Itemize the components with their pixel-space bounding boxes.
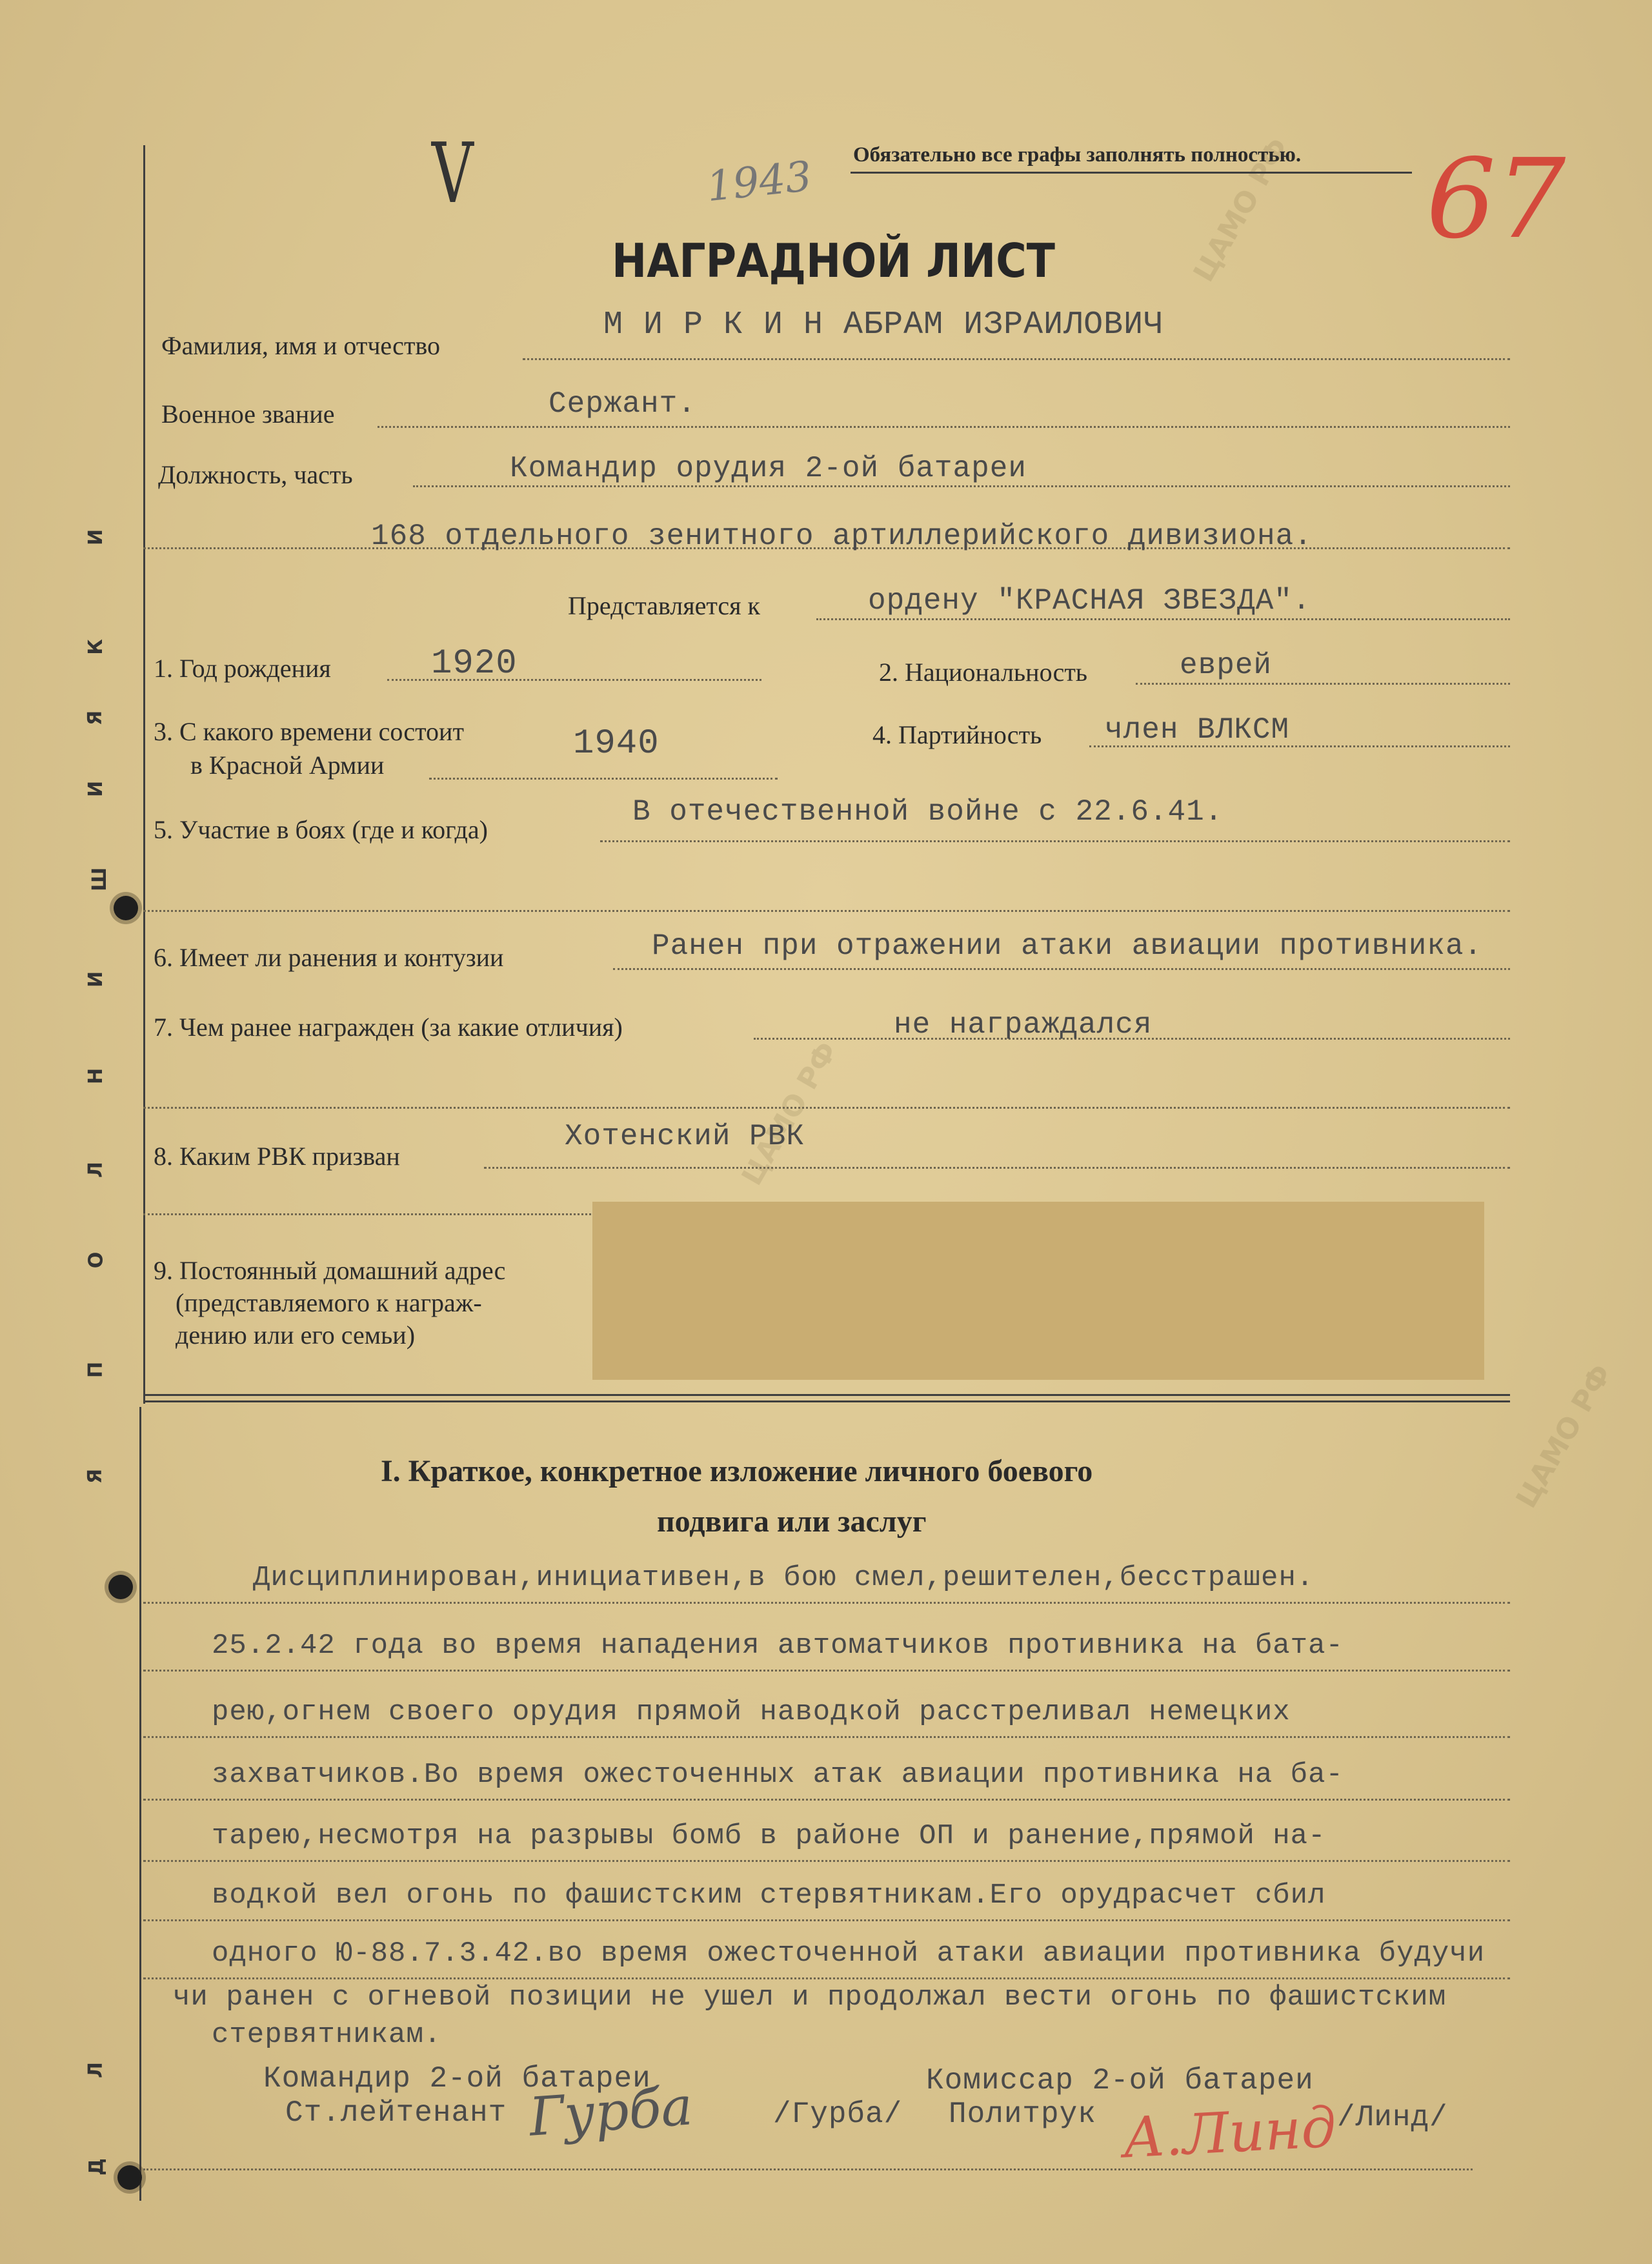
document-title: НАГРАДНОЙ ЛИСТ (612, 234, 1055, 288)
battles-label: 5. Участие в боях (где и когда) (154, 815, 488, 844)
nationality-dotline (1136, 683, 1510, 685)
binding-hole (108, 1575, 133, 1599)
since-label-line2: в Красной Армии (190, 751, 385, 780)
since-value: 1940 (573, 724, 660, 763)
body-line: стервятникам. (212, 2019, 442, 2051)
body-line-dotline (143, 1799, 1510, 1801)
note-underline (851, 172, 1412, 174)
right-signer-name: /Линд/ (1337, 2101, 1448, 2134)
body-line-dotline (143, 1919, 1510, 1921)
side-letter: И (85, 971, 108, 988)
since-label-line1: 3. С какого времени состоит (154, 717, 464, 746)
body-line: Дисциплинирован,инициативен,в бою смел,решителен,бесстрашен. (253, 1562, 1315, 1594)
name-value: М И Р К И Н АБРАМ ИЗРАИЛОВИЧ (603, 307, 1164, 343)
side-letter: П (85, 1361, 108, 1379)
party-label: 4. Партийность (872, 720, 1042, 749)
nationality-value: еврей (1180, 649, 1273, 682)
party-value: член ВЛКСМ (1105, 713, 1290, 747)
side-letter: И (85, 529, 108, 546)
body-line-dotline (143, 1860, 1510, 1862)
body-line: тарею,несмотря на разрывы бомб в районе ОП и ранение,прямой на- (212, 1820, 1326, 1852)
handwritten-year: 1943 (704, 152, 814, 212)
binding-hole (114, 896, 138, 920)
award-dotline (816, 618, 1510, 620)
body-line: чи ранен с огневой позиции не ушел и продолжал вести огонь по фашистским (173, 1981, 1447, 2014)
wounds-label: 6. Имеет ли ранения и контузии (154, 943, 504, 972)
left-signer-rank: Ст.лейтенант (285, 2096, 507, 2130)
birth-year-label: 1. Год рождения (154, 654, 331, 683)
section-heading-line1: I. Краткое, конкретное изложение личного боевого (381, 1454, 1093, 1488)
body-line: одного Ю-88.7.3.42.во время ожесточенной атаки авиации противника будучи (212, 1937, 1486, 1970)
address-label-line3: дению или его семьи) (176, 1320, 416, 1349)
mandatory-note: Обязательно все графы заполнять полностью. (853, 143, 1302, 167)
since-dotline (429, 778, 778, 780)
battles-dotline-2 (143, 910, 1510, 912)
side-letter: Д (85, 2158, 108, 2176)
position-value-line1: Командир орудия 2-ой батареи (510, 452, 1027, 485)
body-line-dotline (143, 1670, 1510, 1672)
birth-year-value: 1920 (431, 644, 518, 683)
watermark: ЦАМО РФ (1187, 132, 1296, 288)
watermark: ЦАМО РФ (735, 1036, 844, 1191)
wounds-dotline (613, 968, 1510, 970)
body-line: 25.2.42 года во время нападения автоматчиков противника на бата- (212, 1630, 1344, 1662)
rvk-value: Хотенский РВК (565, 1120, 805, 1153)
wounds-value: Ранен при отражении атаки авиации противника. (652, 929, 1483, 963)
frame-left-line-lower (139, 1407, 141, 2201)
right-signer-title: Комиссар 2-ой батареи (926, 2064, 1314, 2097)
rank-label: Военное звание (161, 399, 335, 429)
previous-awards-value: не награждался (894, 1008, 1153, 1042)
side-letter: К (84, 639, 107, 655)
previous-awards-label: 7. Чем ранее награжден (за какие отличия) (154, 1013, 623, 1042)
side-letter: Л (84, 2062, 107, 2078)
award-label: Представляется к (568, 591, 760, 620)
body-line-dotline (143, 1602, 1510, 1604)
watermark: ЦАМО РФ (1509, 1359, 1618, 1514)
position-label: Должность, часть (158, 460, 353, 489)
previous-awards-dotline-2 (143, 1107, 1510, 1109)
award-value: ордену "КРАСНАЯ ЗВЕЗДА". (868, 584, 1311, 618)
rvk-dotline-2 (143, 1213, 595, 1215)
page-number: 67 (1426, 136, 1566, 263)
bottom-dotline (143, 2168, 1473, 2170)
body-line: рею,огнем своего орудия прямой наводкой расстреливал немецких (212, 1696, 1291, 1728)
side-letter: О (85, 1251, 108, 1269)
address-label-line1: 9. Постоянный домашний адрес (154, 1256, 506, 1285)
nationality-label: 2. Национальность (879, 658, 1088, 687)
rank-value: Сержант. (549, 387, 696, 421)
name-dotline (523, 358, 1510, 360)
side-letter: Л (84, 1162, 107, 1178)
separator-line-2 (143, 1400, 1510, 1402)
binding-hole (117, 2165, 142, 2190)
side-letter: Ш (88, 867, 112, 892)
left-signer-title: Командир 2-ой батареи (263, 2062, 651, 2096)
side-letter: Я (84, 710, 107, 726)
address-label-line2: (представляемого к награж- (176, 1288, 482, 1317)
rvk-label: 8. Каким РВК призван (154, 1142, 400, 1171)
battles-value: В отечественной войне с 22.6.41. (632, 795, 1224, 829)
battles-dotline (600, 840, 1510, 842)
left-signer-name: /Гурба/ (773, 2097, 903, 2131)
rvk-dotline (484, 1167, 1510, 1169)
right-signer-rank: Политрук (949, 2097, 1096, 2131)
section-heading-line2: подвига или заслуг (657, 1504, 927, 1539)
body-line: водкой вел огонь по фашистским стервятникам.Его орудрасчет сбил (212, 1879, 1326, 1912)
address-redaction (592, 1202, 1484, 1380)
rank-dotline (378, 426, 1510, 428)
position-value-line2: 168 отдельного зенитного артиллерийского дивизиона. (371, 520, 1313, 553)
left-autograph: Гурба (527, 2076, 695, 2148)
side-letter: И (85, 780, 108, 798)
body-line: захватчиков.Во время ожесточенных атак авиации противника на ба- (212, 1759, 1344, 1791)
side-letter: Н (85, 1067, 108, 1085)
right-autograph: А.Линд (1121, 2095, 1338, 2171)
separator-line (143, 1394, 1510, 1396)
body-line-dotline (143, 1977, 1510, 1979)
body-line-dotline (143, 1736, 1510, 1738)
name-label: Фамилия, имя и отчество (161, 331, 441, 360)
check-mark-v: V (431, 126, 474, 222)
position-dotline (413, 485, 1510, 487)
side-letter: Я (84, 1468, 107, 1484)
